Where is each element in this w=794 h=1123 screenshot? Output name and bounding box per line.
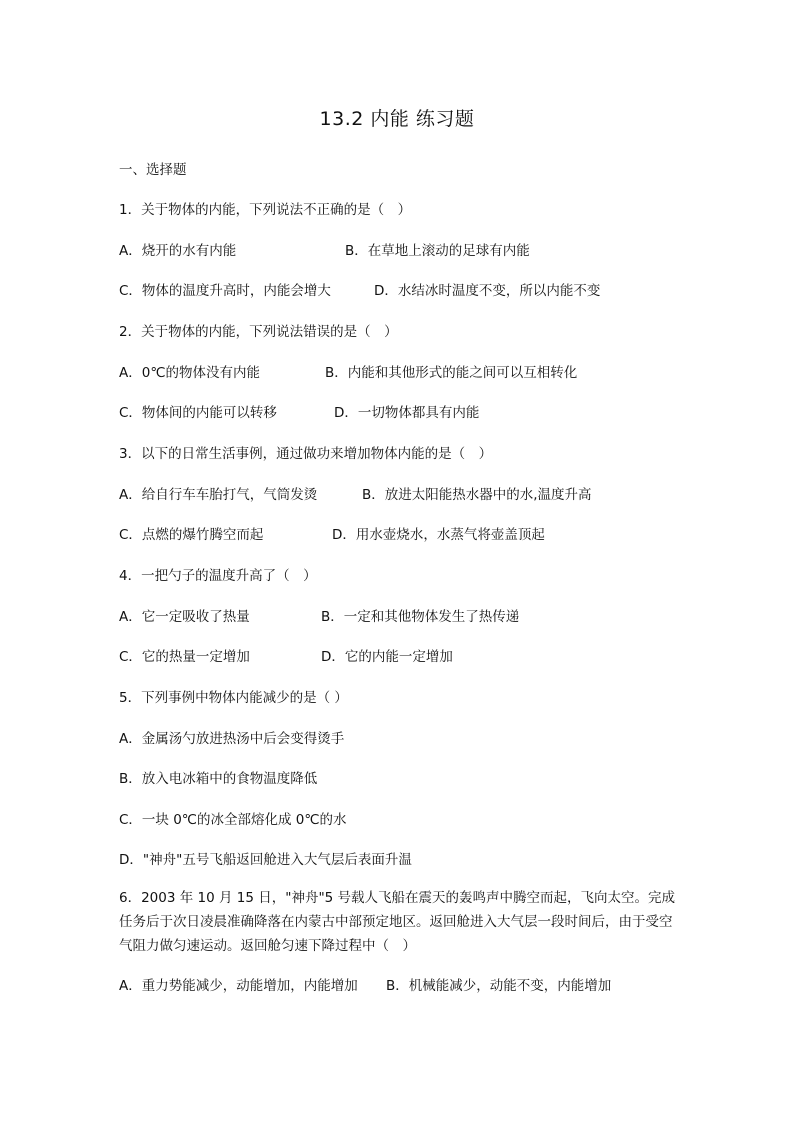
question-4-option-c: C．它的热量一定增加: [119, 649, 250, 665]
page-title: 13.2 内能 练习题: [319, 108, 475, 130]
question-4-option-a: A．它一定吸收了热量: [119, 609, 250, 625]
question-6-stem: 6．2003 年 10 月 15 日，"神舟"5 号载人飞船在震天的轰鸣声中腾空而起，飞向太空。完成任务后于次日凌晨准确降落在内蒙古中部预定地区。返回舱进入大气层一段时间后，由于受空气阻力做匀速运动。返回舱匀速下降过程中（ ）: [119, 890, 676, 954]
question-1-stem: 1．关于物体的内能，下列说法不正确的是（ ）: [119, 202, 412, 218]
question-2-option-d: D．一切物体都具有内能: [334, 405, 480, 421]
question-3-option-d: D．用水壶烧水，水蒸气将壶盖顶起: [332, 527, 545, 543]
question-2-option-b: B．内能和其他形式的能之间可以互相转化: [325, 365, 578, 381]
question-5-option-a: A．金属汤勺放进热汤中后会变得烫手: [119, 731, 345, 747]
question-4-option-d: D．它的内能一定增加: [321, 649, 453, 665]
question-5-option-d: D．"神舟"五号飞船返回舱进入大气层后表面升温: [119, 852, 412, 868]
question-3-option-c: C．点燃的爆竹腾空而起: [119, 527, 264, 543]
question-3-stem: 3．以下的日常生活事例，通过做功来增加物体内能的是（ ）: [119, 446, 493, 462]
question-3-option-b: B．放进太阳能热水器中的水,温度升高: [362, 487, 592, 503]
question-1-option-c: C．物体的温度升高时，内能会增大: [119, 283, 331, 299]
question-4-stem: 4．一把勺子的温度升高了（ ）: [119, 568, 317, 584]
question-2-option-a: A．0℃的物体没有内能: [119, 365, 260, 381]
question-3-option-a: A．给自行车车胎打气，气筒发烫: [119, 487, 318, 503]
question-2-option-c: C．物体间的内能可以转移: [119, 405, 277, 421]
question-4-option-b: B．一定和其他物体发生了热传递: [321, 609, 520, 625]
question-1-option-b: B．在草地上滚动的足球有内能: [345, 243, 530, 259]
question-2-stem: 2．关于物体的内能，下列说法错误的是（ ）: [119, 324, 398, 340]
question-1-option-a: A．烧开的水有内能: [119, 243, 237, 259]
question-5-option-b: B．放入电冰箱中的食物温度降低: [119, 771, 318, 787]
question-5-option-c: C．一块 0℃的冰全部熔化成 0℃的水: [119, 812, 347, 828]
section-heading: 一、选择题: [119, 162, 187, 178]
question-1-option-d: D．水结冰时温度不变，所以内能不变: [374, 283, 601, 299]
question-6-option-a: A．重力势能减少，动能增加，内能增加: [119, 978, 358, 994]
question-6-option-b: B．机械能减少，动能不变，内能增加: [386, 978, 612, 994]
question-5-stem: 5．下列事例中物体内能减少的是（ ）: [119, 690, 348, 706]
